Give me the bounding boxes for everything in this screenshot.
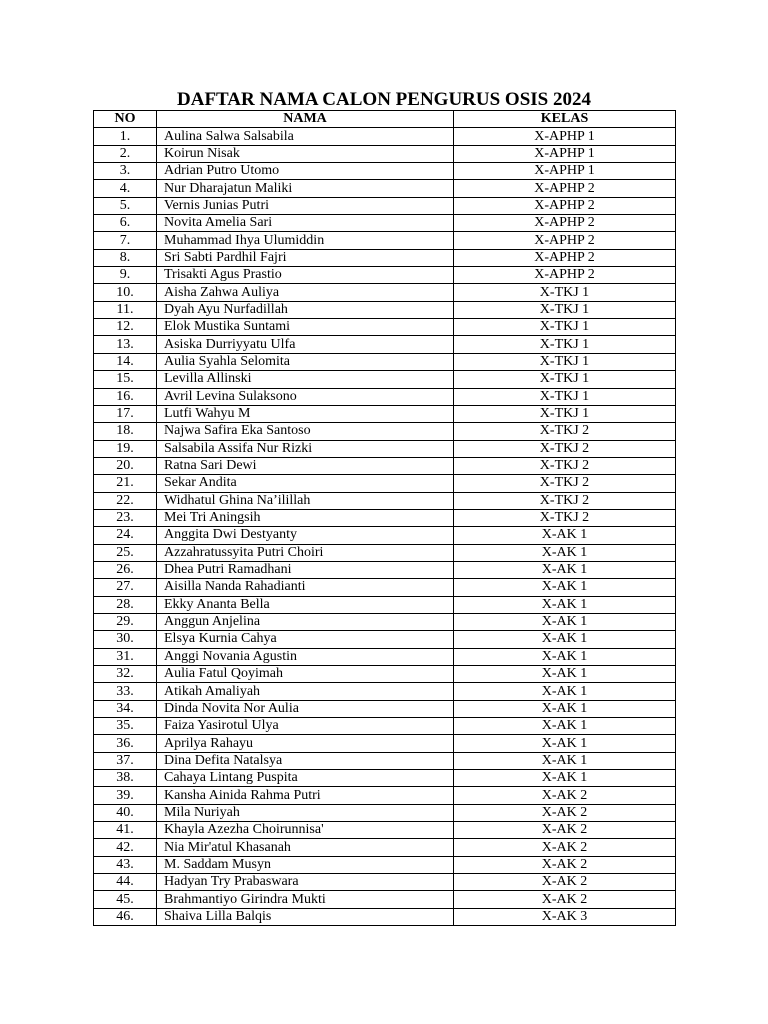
table-row [94, 856, 676, 873]
table-row [94, 718, 676, 735]
table-row [94, 180, 676, 197]
row-number: 17. [94, 405, 157, 422]
student-name: Sri Sabti Pardhil Fajri [157, 249, 454, 266]
student-name: Koirun Nisak [157, 145, 454, 162]
table-row [94, 388, 676, 405]
row-number: 20. [94, 457, 157, 474]
student-class: X-AK 2 [454, 891, 676, 908]
table-row [94, 197, 676, 214]
student-name: Trisakti Agus Prastio [157, 267, 454, 284]
student-class: X-TKJ 2 [454, 492, 676, 509]
row-number: 2. [94, 145, 157, 162]
student-name: Widhatul Ghina Na’ilillah [157, 492, 454, 509]
row-number: 19. [94, 440, 157, 457]
student-name: Khayla Azezha Choirunnisa' [157, 822, 454, 839]
student-class: X-AK 1 [454, 735, 676, 752]
candidate-table [93, 110, 676, 926]
table-row [94, 631, 676, 648]
student-name: Salsabila Assifa Nur Rizki [157, 440, 454, 457]
student-name: Dinda Novita Nor Aulia [157, 700, 454, 717]
student-name: Anggi Novania Agustin [157, 648, 454, 665]
student-class: X-AK 2 [454, 787, 676, 804]
table-row [94, 544, 676, 561]
row-number: 41. [94, 822, 157, 839]
student-class: X-AK 1 [454, 752, 676, 769]
table-row [94, 770, 676, 787]
row-number: 31. [94, 648, 157, 665]
table-row [94, 423, 676, 440]
row-number: 26. [94, 561, 157, 578]
student-class: X-TKJ 2 [454, 509, 676, 526]
row-number: 25. [94, 544, 157, 561]
student-class: X-AK 1 [454, 648, 676, 665]
table-row [94, 613, 676, 630]
student-class: X-AK 1 [454, 527, 676, 544]
table-row [94, 752, 676, 769]
student-class: X-APHP 2 [454, 180, 676, 197]
table-row [94, 891, 676, 908]
row-number: 36. [94, 735, 157, 752]
student-class: X-AK 1 [454, 718, 676, 735]
student-name: Levilla Allinski [157, 371, 454, 388]
student-name: Elsya Kurnia Cahya [157, 631, 454, 648]
student-class: X-APHP 1 [454, 128, 676, 145]
student-class: X-TKJ 2 [454, 457, 676, 474]
row-number: 21. [94, 475, 157, 492]
student-class: X-TKJ 1 [454, 405, 676, 422]
table-row [94, 145, 676, 162]
table-row [94, 700, 676, 717]
student-name: Mei Tri Aningsih [157, 509, 454, 526]
student-class: X-APHP 1 [454, 145, 676, 162]
student-class: X-TKJ 1 [454, 388, 676, 405]
table-row [94, 457, 676, 474]
student-name: Dina Defita Natalsya [157, 752, 454, 769]
student-class: X-AK 2 [454, 856, 676, 873]
student-class: X-TKJ 1 [454, 371, 676, 388]
student-class: X-AK 1 [454, 544, 676, 561]
row-number: 11. [94, 301, 157, 318]
student-name: Aprilya Rahayu [157, 735, 454, 752]
row-number: 9. [94, 267, 157, 284]
row-number: 22. [94, 492, 157, 509]
student-class: X-AK 1 [454, 613, 676, 630]
table-row [94, 319, 676, 336]
table-row [94, 440, 676, 457]
student-name: Nia Mir'atul Khasanah [157, 839, 454, 856]
student-name: Adrian Putro Utomo [157, 163, 454, 180]
table-body [94, 128, 676, 926]
column-header-kelas: KELAS [454, 111, 676, 128]
student-name: Aulina Salwa Salsabila [157, 128, 454, 145]
student-name: Dyah Ayu Nurfadillah [157, 301, 454, 318]
table-row [94, 267, 676, 284]
student-class: X-AK 3 [454, 908, 676, 925]
row-number: 44. [94, 874, 157, 891]
table-row [94, 163, 676, 180]
row-number: 29. [94, 613, 157, 630]
student-name: Shaiva Lilla Balqis [157, 908, 454, 925]
student-class: X-TKJ 1 [454, 353, 676, 370]
student-class: X-TKJ 1 [454, 319, 676, 336]
student-class: X-AK 1 [454, 770, 676, 787]
student-class: X-TKJ 2 [454, 423, 676, 440]
row-number: 1. [94, 128, 157, 145]
table-row [94, 509, 676, 526]
row-number: 18. [94, 423, 157, 440]
row-number: 33. [94, 683, 157, 700]
student-class: X-APHP 2 [454, 197, 676, 214]
table-row [94, 579, 676, 596]
table-row [94, 475, 676, 492]
column-header-nama: NAMA [157, 111, 454, 128]
student-class: X-AK 2 [454, 874, 676, 891]
table-row [94, 648, 676, 665]
student-name: Aisilla Nanda Rahadianti [157, 579, 454, 596]
row-number: 37. [94, 752, 157, 769]
student-name: Najwa Safira Eka Santoso [157, 423, 454, 440]
student-name: Kansha Ainida Rahma Putri [157, 787, 454, 804]
student-name: Aulia Syahla Selomita [157, 353, 454, 370]
student-name: Avril Levina Sulaksono [157, 388, 454, 405]
table-row [94, 215, 676, 232]
student-name: Faiza Yasirotul Ulya [157, 718, 454, 735]
row-number: 3. [94, 163, 157, 180]
row-number: 15. [94, 371, 157, 388]
row-number: 34. [94, 700, 157, 717]
table-row [94, 405, 676, 422]
row-number: 46. [94, 908, 157, 925]
student-name: Azzahratussyita Putri Choiri [157, 544, 454, 561]
row-number: 14. [94, 353, 157, 370]
row-number: 24. [94, 527, 157, 544]
row-number: 27. [94, 579, 157, 596]
row-number: 8. [94, 249, 157, 266]
student-class: X-TKJ 1 [454, 336, 676, 353]
student-class: X-APHP 2 [454, 215, 676, 232]
row-number: 42. [94, 839, 157, 856]
student-name: Aulia Fatul Qoyimah [157, 666, 454, 683]
student-class: X-AK 1 [454, 683, 676, 700]
student-name: Mila Nuriyah [157, 804, 454, 821]
row-number: 5. [94, 197, 157, 214]
student-name: Aisha Zahwa Auliya [157, 284, 454, 301]
student-class: X-APHP 2 [454, 232, 676, 249]
row-number: 40. [94, 804, 157, 821]
student-class: X-AK 1 [454, 631, 676, 648]
student-class: X-APHP 1 [454, 163, 676, 180]
table-row [94, 822, 676, 839]
row-number: 35. [94, 718, 157, 735]
student-class: X-APHP 2 [454, 267, 676, 284]
page-title: DAFTAR NAMA CALON PENGURUS OSIS 2024 [177, 89, 591, 110]
table-row [94, 735, 676, 752]
student-name: Vernis Junias Putri [157, 197, 454, 214]
student-name: Sekar Andita [157, 475, 454, 492]
table-row [94, 128, 676, 145]
student-class: X-TKJ 2 [454, 440, 676, 457]
student-class: X-AK 1 [454, 596, 676, 613]
table-row [94, 336, 676, 353]
table-row [94, 301, 676, 318]
table-row [94, 284, 676, 301]
row-number: 28. [94, 596, 157, 613]
student-class: X-AK 1 [454, 579, 676, 596]
table-row [94, 874, 676, 891]
student-name: Anggita Dwi Destyanty [157, 527, 454, 544]
table-row [94, 683, 676, 700]
student-class: X-TKJ 2 [454, 475, 676, 492]
table-row [94, 353, 676, 370]
row-number: 13. [94, 336, 157, 353]
table-row [94, 561, 676, 578]
student-name: Atikah Amaliyah [157, 683, 454, 700]
student-class: X-AK 1 [454, 700, 676, 717]
student-name: Muhammad Ihya Ulumiddin [157, 232, 454, 249]
table-row [94, 371, 676, 388]
student-name: Elok Mustika Suntami [157, 319, 454, 336]
row-number: 4. [94, 180, 157, 197]
row-number: 10. [94, 284, 157, 301]
student-name: Hadyan Try Prabaswara [157, 874, 454, 891]
row-number: 7. [94, 232, 157, 249]
row-number: 16. [94, 388, 157, 405]
student-name: Ratna Sari Dewi [157, 457, 454, 474]
student-name: Asiska Durriyyatu Ulfa [157, 336, 454, 353]
row-number: 6. [94, 215, 157, 232]
student-name: Lutfi Wahyu M [157, 405, 454, 422]
row-number: 39. [94, 787, 157, 804]
table-row [94, 666, 676, 683]
row-number: 12. [94, 319, 157, 336]
student-class: X-APHP 2 [454, 249, 676, 266]
student-name: Anggun Anjelina [157, 613, 454, 630]
table-row [94, 492, 676, 509]
table-row [94, 232, 676, 249]
student-class: X-AK 2 [454, 822, 676, 839]
student-name: Brahmantiyo Girindra Mukti [157, 891, 454, 908]
student-class: X-TKJ 1 [454, 284, 676, 301]
table-row [94, 249, 676, 266]
student-name: M. Saddam Musyn [157, 856, 454, 873]
table-row [94, 839, 676, 856]
row-number: 45. [94, 891, 157, 908]
student-name: Nur Dharajatun Maliki [157, 180, 454, 197]
table-header-row [94, 111, 676, 128]
row-number: 30. [94, 631, 157, 648]
column-header-no: NO [94, 111, 157, 128]
table-row [94, 787, 676, 804]
student-name: Ekky Ananta Bella [157, 596, 454, 613]
table-row [94, 908, 676, 925]
row-number: 43. [94, 856, 157, 873]
table-row [94, 596, 676, 613]
table-row [94, 527, 676, 544]
table-row [94, 804, 676, 821]
row-number: 32. [94, 666, 157, 683]
student-name: Novita Amelia Sari [157, 215, 454, 232]
student-class: X-AK 1 [454, 561, 676, 578]
student-name: Dhea Putri Ramadhani [157, 561, 454, 578]
student-class: X-AK 2 [454, 839, 676, 856]
student-name: Cahaya Lintang Puspita [157, 770, 454, 787]
row-number: 23. [94, 509, 157, 526]
student-class: X-TKJ 1 [454, 301, 676, 318]
row-number: 38. [94, 770, 157, 787]
student-class: X-AK 1 [454, 666, 676, 683]
student-class: X-AK 2 [454, 804, 676, 821]
